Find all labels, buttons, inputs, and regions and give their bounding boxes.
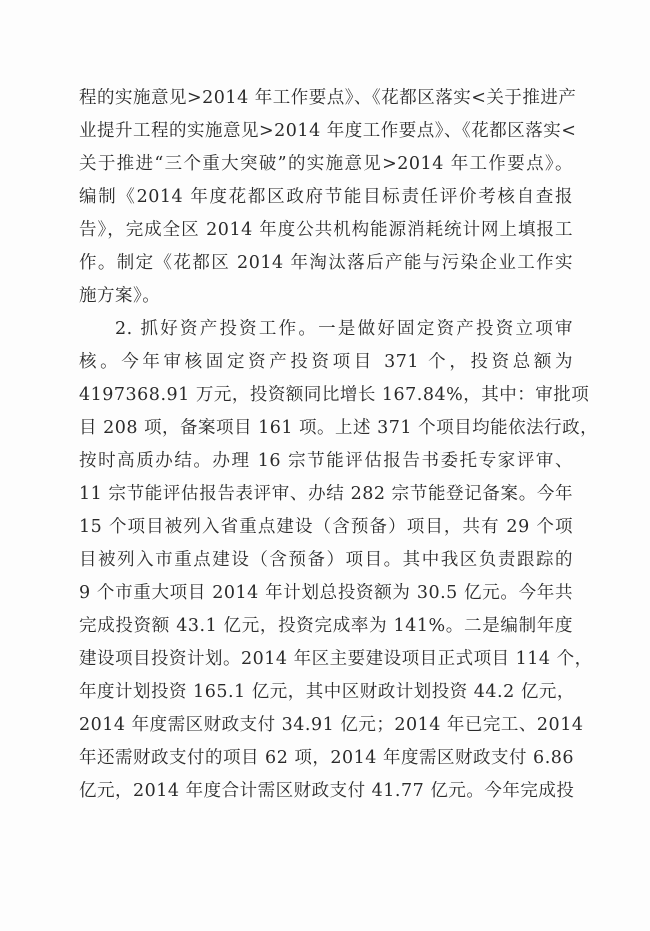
text-line: 施方案》。	[79, 286, 161, 306]
text-line: 年还需财政支付的项目 62 项，2014 年度需区财政支付 6.86	[79, 748, 575, 768]
text-line: 程的实施意见>2014 年工作要点》、《花都区落实<关于推进产	[79, 88, 577, 108]
text-line: 建设项目投资计划。2014 年区主要建设项目正式项目 114 个，	[79, 649, 593, 669]
text-line: 目 208 项，备案项目 161 项。上述 371 个项目均能依法行政，	[79, 418, 599, 438]
text-line: 4197368.91 万元，投资额同比增长 167.84%，其中：审批项	[79, 385, 590, 405]
text-line: 编制《2014 年度花都区政府节能目标责任评价考核自查报	[79, 187, 573, 207]
text-line: 作。制定《花都区 2014 年淘汰落后产能与污染企业工作实	[79, 253, 573, 273]
text-line: 核。今年审核固定资产投资项目 371 个，投资总额为	[79, 352, 573, 372]
text-line: 关于推进“三个重大突破”的实施意见>2014 年工作要点》。	[79, 154, 573, 174]
body-text	[79, 82, 599, 808]
text-line: 2014 年度需区财政支付 34.91 亿元；2014 年已完工、2014	[79, 715, 584, 735]
text-line: 9 个市重大项目 2014 年计划总投资额为 30.5 亿元。今年共	[79, 583, 573, 603]
text-line: 完成投资额 43.1 亿元，投资完成率为 141%。二是编制年度	[79, 616, 573, 636]
text-line: 按时高质办结。办理 16 宗节能评估报告书委托专家评审、	[79, 451, 573, 471]
section-heading-line: 2. 抓好资产投资工作。一是做好固定资产投资立项审	[115, 319, 573, 339]
text-line: 业提升工程的实施意见>2014 年度工作要点》、《花都区落实<	[79, 121, 577, 141]
text-line: 目被列入市重点建设（含预备）项目。其中我区负责跟踪的	[79, 550, 573, 570]
text-line: 15 个项目被列入省重点建设（含预备）项目，共有 29 个项	[79, 517, 573, 537]
text-line: 告》，完成全区 2014 年度公共机构能源消耗统计网上填报工	[79, 220, 573, 240]
text-line: 亿元，2014 年度合计需区财政支付 41.77 亿元。今年完成投	[79, 781, 575, 801]
text-line: 年度计划投资 165.1 亿元，其中区财政计划投资 44.2 亿元，	[79, 682, 575, 702]
text-line: 11 宗节能评估报告表评审、办结 282 宗节能登记备案。今年	[79, 484, 573, 504]
